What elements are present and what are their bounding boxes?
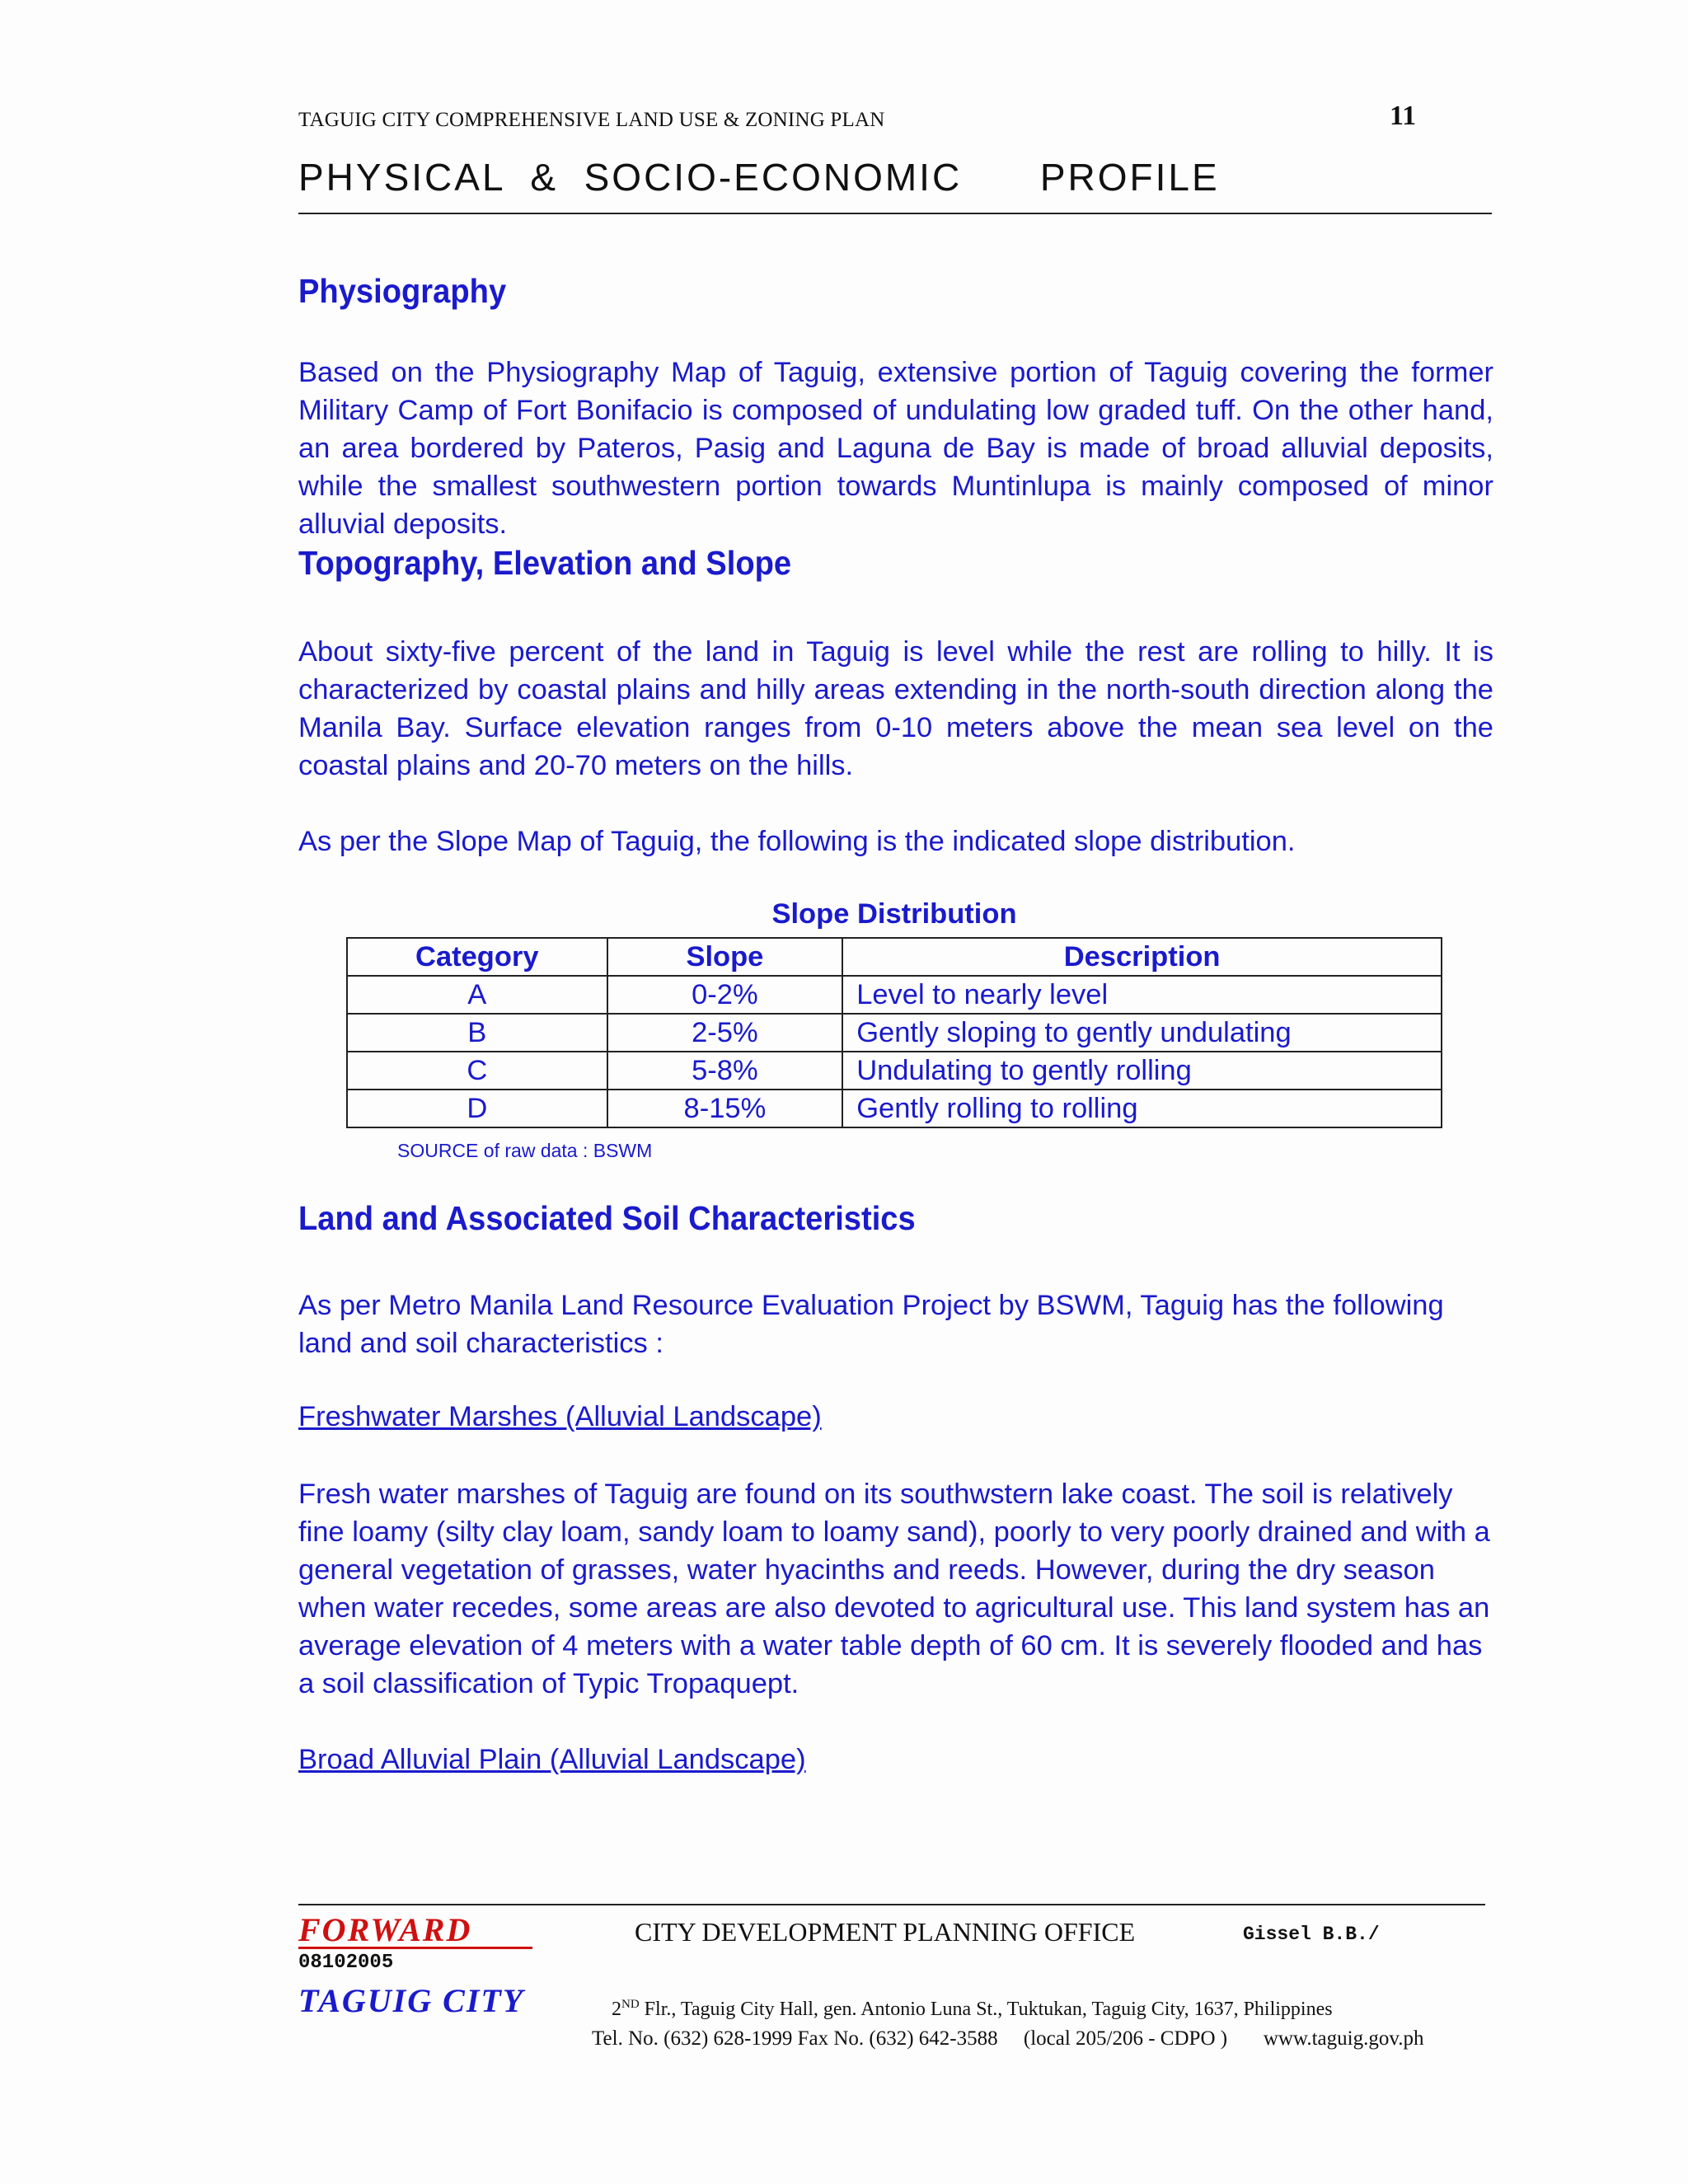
header-divider (298, 213, 1492, 214)
category-cell: C (347, 1052, 607, 1090)
taguig-city-logo: TAGUIG CITY (298, 1982, 525, 2019)
column-header-description: Description (842, 938, 1442, 976)
broad-alluvial-plain-link[interactable]: Broad Alluvial Plain (Alluvial Landscape) (298, 1744, 806, 1775)
slope-intro-paragraph: As per the Slope Map of Taguig, the following is the indicated slope distribution. (298, 826, 1296, 857)
forward-logo: FORWARD (298, 1911, 472, 1948)
office-name: CITY DEVELOPMENT PLANNING OFFICE (635, 1917, 1136, 1947)
soil-heading: Land and Associated Soil Characteristics (298, 1199, 916, 1237)
column-header-category: Category (347, 938, 607, 976)
topography-heading: Topography, Elevation and Slope (298, 544, 792, 582)
section-title: PHYSICAL & SOCIO-ECONOMIC PROFILE (298, 156, 1220, 199)
slope-cell: 8-15% (607, 1090, 843, 1127)
office-address (612, 1998, 1333, 2021)
table-source-note: SOURCE of raw data : BSWM (397, 1140, 653, 1161)
category-cell: D (347, 1090, 607, 1127)
description-cell: Level to nearly level (842, 976, 1442, 1014)
table-row (347, 976, 1442, 1014)
slope-cell: 2-5% (607, 1014, 843, 1052)
column-header-slope: Slope (607, 938, 843, 976)
physiography-paragraph: Based on the Physiography Map of Taguig, extensive portion of Taguig covering the former Military Camp of Fort Bonifacio is composed of undulating low graded tuff. On the other hand, an area bordered by Pateros, Pasig and Laguna de Bay is made of broad alluvial deposits, while the smallest southwestern portion towards Muntinlupa is mainly composed of minor alluvial deposits. (298, 357, 1493, 540)
address-rest: Flr., Taguig City Hall, gen. Antonio Luna St., Tuktukan, Taguig City, 1637, Philippines (639, 1999, 1333, 2020)
category-cell: B (347, 1014, 607, 1052)
description-cell: Gently sloping to gently undulating (842, 1014, 1442, 1052)
document-code: 08102005 (298, 1952, 394, 1974)
office-contact: Tel. No. (632) 628-1999 Fax No. (632) 642-3588 (local 205/206 - CDPO ) www.taguig.gov.ph (592, 2027, 1424, 2050)
slope-table-caption: Slope Distribution (771, 898, 1017, 930)
page-number: 11 (1390, 101, 1417, 131)
author-initials: Gissel B.B./ (1243, 1924, 1380, 1945)
category-cell: A (347, 976, 607, 1014)
address-floor-suffix: ND (621, 1998, 640, 2011)
soil-intro-paragraph: As per Metro Manila Land Resource Evaluation Project by BSWM, Taguig has the following land and soil characteristics : (298, 1290, 1444, 1359)
document-title: TAGUIG CITY COMPREHENSIVE LAND USE & ZONING PLAN (298, 109, 885, 131)
topography-paragraph: About sixty-five percent of the land in Taguig is level while the rest are rolling to hilly. It is characterized by coastal plains and hilly areas extending in the north-south direction along the Manila Bay. Surface elevation ranges from 0-10 meters above the mean sea level on the coastal plains and 20-70 meters on the hills. (298, 636, 1493, 781)
freshwater-marshes-link[interactable]: Freshwater Marshes (Alluvial Landscape) (298, 1401, 822, 1432)
physiography-heading: Physiography (298, 272, 507, 310)
address-floor: 2 (612, 1999, 621, 2020)
slope-cell: 5-8% (607, 1052, 843, 1090)
table-row (347, 1052, 1442, 1090)
table-header-row (347, 938, 1442, 976)
table-row (347, 1090, 1442, 1127)
forward-underline (298, 1947, 532, 1949)
slope-cell: 0-2% (607, 976, 843, 1014)
slope-distribution-table (346, 937, 1442, 1128)
description-cell: Undulating to gently rolling (842, 1052, 1442, 1090)
table-row (347, 1014, 1442, 1052)
footer-divider (298, 1904, 1485, 1905)
freshwater-marshes-paragraph: Fresh water marshes of Taguig are found on its southwstern lake coast. The soil is relatively fine loamy (silty clay loam, sandy loam to loamy sand), poorly to very poorly drained and with a general vegetation of grasses, water hyacinths and reeds. However, during the dry season when water recedes, some areas are also devoted to agricultural use. This land system has an average elevation of 4 meters with a water table depth of 60 cm. It is severely flooded and has a soil classification of Typic Tropaquept. (298, 1479, 1490, 1699)
description-cell: Gently rolling to rolling (842, 1090, 1442, 1127)
